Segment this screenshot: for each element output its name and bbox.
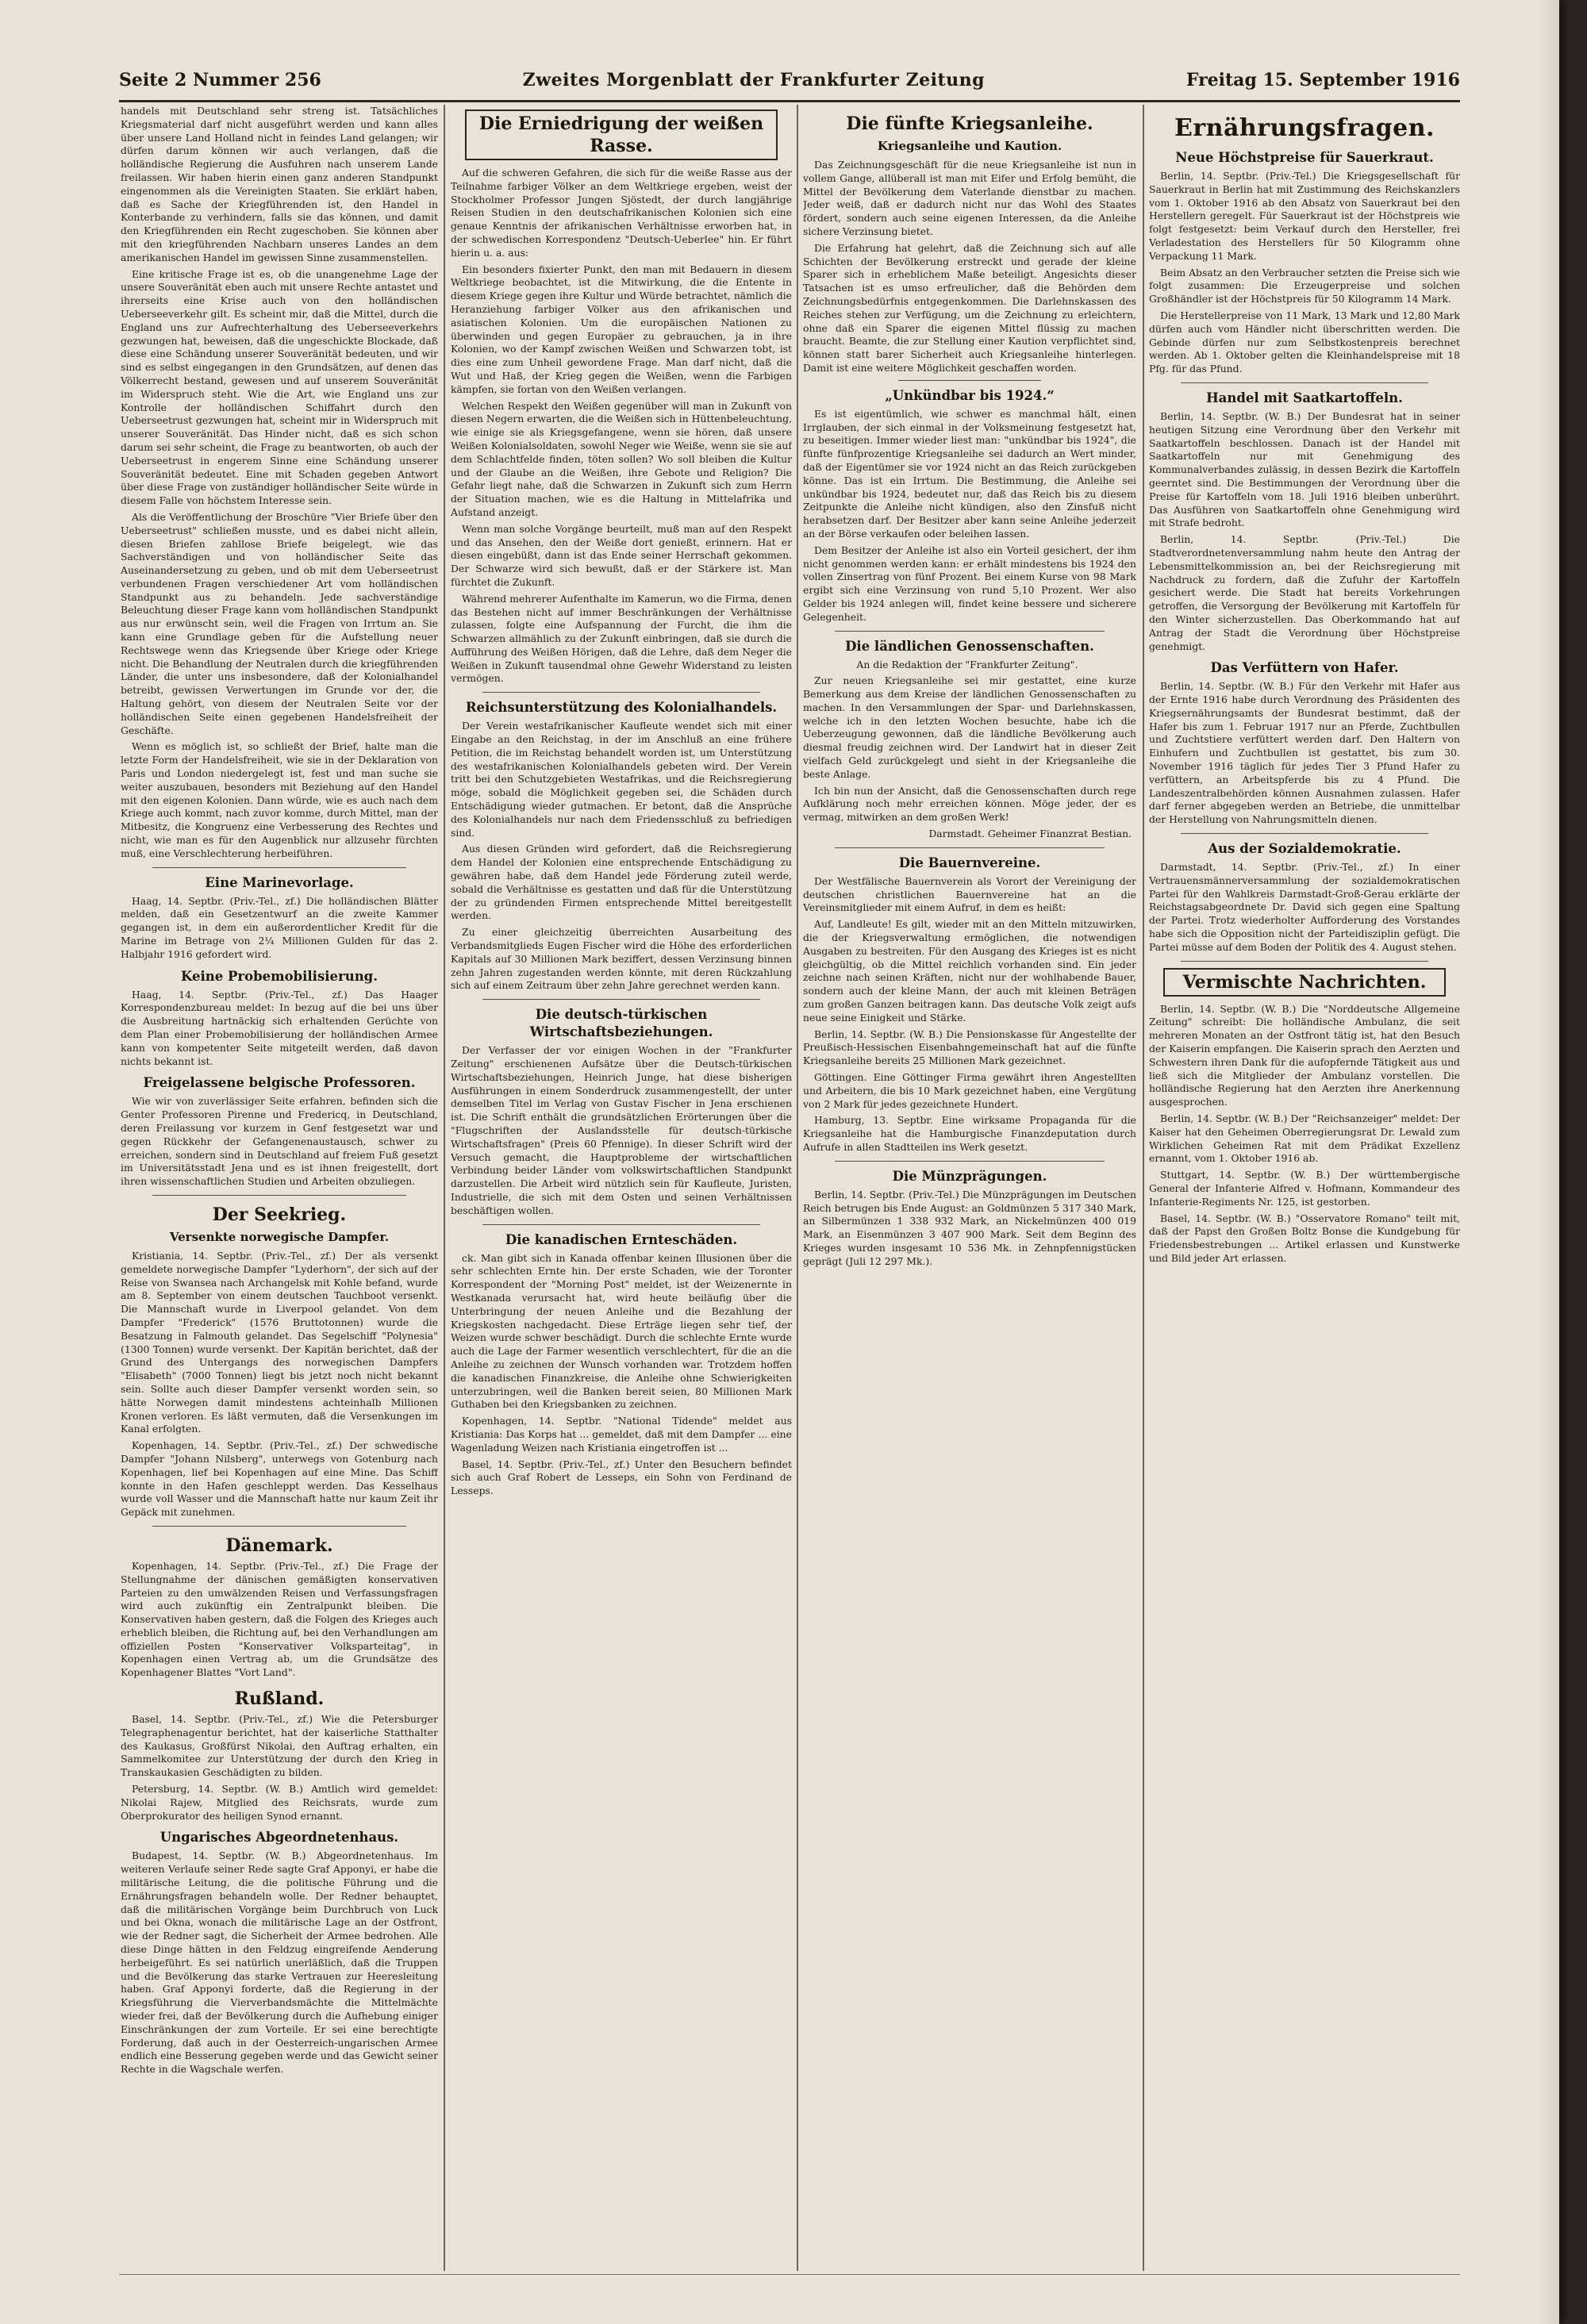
headline-tuerkisch: Die deutsch-türkischen Wirtschaftsbeziehungen. — [529, 1007, 713, 1040]
header-masthead: Zweites Morgenblatt der Frankfurter Zeitung — [522, 70, 986, 90]
column-divider — [444, 105, 445, 2271]
headline-seekrieg: Der Seekrieg. — [212, 1204, 347, 1225]
letter-signature: Darmstadt. Geheimer Finanzrat Bestian. — [928, 828, 1132, 840]
article-paragraph: Beim Absatz an den Verbraucher setzten die Preise sich wie folgt zusammen: Die Erzeugerpreise und solchen Großhändler ist der Höchstpreis für 50 Kilogramm 14 Mark. — [1149, 266, 1460, 305]
article-paragraph: Göttingen. Eine Göttinger Firma gewährt ihren Angestellten und Arbeitern, die bis 10 Mark gezeichnet haben, eine Vergütung von 2 Mark für jedes gezeichnete Hundert. — [803, 1071, 1136, 1110]
headline-genossenschaften: Die ländlichen Genossenschaften. — [845, 638, 1094, 654]
column-3 — [803, 105, 1136, 2271]
article-paragraph: Wenn man solche Vorgänge beurteilt, muß man auf den Respekt und das Ansehen, den der Weiße dort genießt, erinnern. Hat er diesen eingebüßt, dann ist das Ende seiner Herrschaft gekommen. Der Schwarze wird sich bewußt, daß er der Stärkere ist. Man fürchtet die Zukunft. — [451, 522, 792, 588]
article-paragraph: Basel, 14. Septbr. (W. B.) "Osservatore Romano" teilt mit, daß der Papst den Großen Boltz Bonse die Kundgebung für Friedensbestrebungen ... Artikel erlassen und Kunstwerke und Bild jeder Art erlassen. — [1149, 1212, 1460, 1264]
article-paragraph: Wenn es möglich ist, so schließt der Brief, halte man die letzte Form der Handelsfreiheit, wie sie in der Deklaration von Paris und London niedergelegt ist, fest und man suche sie weiter auszubauen, besonders mit Beziehung auf den Handel mit den eigenen Kolonien. Dann würde, wie es auch nach dem Kriege auch kommt, nach zuvor komme, durch Mittel, man der Mitbesitz, die Kongruenz eine Verbesserung des Rechtes und nicht, wie man es für den Augenblick nur allzusehr fürchten muß, eine Verschlechterung herbeiführen. — [121, 740, 438, 859]
column-1 — [121, 105, 438, 2271]
headline-sozialdemokratie: Aus der Sozialdemokratie. — [1208, 841, 1401, 857]
section-divider — [482, 1224, 760, 1225]
column-4 — [1149, 105, 1460, 2271]
article-paragraph: Der Verein westafrikanischer Kaufleute wendet sich mit einer Eingabe an den Reichstag, in der im Anschluß an eine frühere Petition, die im Reichstag behandelt worden ist, um Unterstützung des westafrikanischen Kolonialhandels gebeten wird. Der Verein tritt bei den Schutzgebieten Westafrikas, und die Reichsregierung möge, sobald die Möglichkeit gegeben sei, die Schäden durch Entschädigung wieder gutmachen. Er betont, daß die Ansprüche des Kolonialhandels nur nach dem Friedensschluß zu befriedigen sind. — [451, 720, 792, 839]
section-divider — [835, 1161, 1105, 1162]
article-paragraph: Kopenhagen, 14. Septbr. (Priv.-Tel., zf.) Der schwedische Dampfer "Johann Nilsberg", unterwegs von Gotenburg nach Kopenhagen, lief bei Kopenhagen auf eine Mine. Das Schiff konnte in den Hafen geschleppt werden. Das Kesselhaus wurde voll Wasser und die Mannschaft hatte nur kaum Zeit ihr Gepäck mit zunehmen. — [121, 1439, 438, 1519]
article-paragraph: Berlin, 14. Septbr. (W. B.) Die Pensionskasse für Angestellte der Preußisch-Hessischen Eisenbahngemeinschaft hat auf die fünfte Kriegsanleihe bereits 25 Millionen Mark gezeichnet. — [803, 1028, 1136, 1067]
headline-daenemark: Dänemark. — [225, 1535, 333, 1556]
article-paragraph: Berlin, 14. Septbr. (W. B.) Der "Reichsanzeiger" meldet: Der Kaiser hat den Geheimen Oberregierungsrat Dr. Lewald zum Wirklichen Geheimen Rat mit dem Prädikat Exzellenz ernannt, vom 1. Oktober 1916 ab. — [1149, 1112, 1460, 1165]
article-paragraph: Kristiania, 14. Septbr. (Priv.-Tel., zf.) Der als versenkt gemeldete norwegische Dampfer "Lyderhorn", der sich auf der Reise von Swansea nach Archangelsk mit Kohle befand, wurde am 8. September von einem deutschen Tauchboot versenkt. Die Mannschaft wurde in Liverpool gelandet. Von dem Dampfer "Frederick" (1576 Bruttotonnen) wurde die Besatzung in Falmouth gelandet. Das Segelschiff "Polynesia" (1300 Tonnen) wurde versenkt. Der Kapitän berichtet, daß der Grund des Untergangs des norwegischen Dampfers "Elisabeth" (7000 Tonnen) liegt bis jetzt noch nicht bekannt sein. Sollte auch dieser Dampfer versenkt worden sein, so hätte Norwegen damit mindestens achteinhalb Millionen Kronen verloren. Es läßt vermuten, daß die Versenkungen im Kanal erfolgten. — [121, 1249, 438, 1435]
column-2 — [451, 105, 792, 2271]
headline-saatkartoffeln: Handel mit Saatkartoffeln. — [1206, 390, 1403, 405]
headline-ernaehrungsfragen: Ernährungsfragen. — [1174, 114, 1435, 142]
article-paragraph: Berlin, 14. Septbr. (W. B.) Der Bundesrat hat in seiner heutigen Sitzung eine Verordnung über den Verkehr mit Saatkartoffeln beschlossen. Danach ist der Handel mit Saatkartoffeln nur mit Genehmigung des Kommunalverbandes zulässig, in dessen Bezirk die Kartoffeln geerntet sind. Die Bestimmungen der Verordnung über die Preise für Kartoffeln vom 18. Juli 1916 bleiben unberührt. Das Ausführen von Saatkartoffeln ohne Genehmigung wird mit Strafe bedroht. — [1149, 409, 1460, 529]
article-paragraph: Das Zeichnungsgeschäft für die neue Kriegsanleihe ist nun in vollem Gange, allüberall ist man mit Eifer und Erfolg bemüht, die Mittel der Bevölkerung dem Vaterlande dienstbar zu machen. Jeder weiß, daß er dadurch nicht nur das Wohl des Staates fördert, sondern auch seine eigenen Interessen, da die Anleihe sichere Verzinsung bietet. — [803, 159, 1136, 237]
bottom-rule — [119, 2274, 1460, 2275]
headline-professoren: Freigelassene belgische Professoren. — [143, 1075, 416, 1091]
article-paragraph: Der Verfasser der vor einigen Wochen in der "Frankfurter Zeitung" erschienenen Aufsätze über die Deutsch-türkischen Wirtschaftsbeziehungen, Heinrich Junge, hat diese bisherigen Ausführungen in einem Sonderdruck zusammengestellt, der unter demselben Titel im Verlag von Gustav Fischer in Jena erschienen ist. Die Schrift enthält die grundsätzlichen Erörterungen über die "Flugschriften der Auslandsstelle für deutsch-türkische Wirtschaftsfragen" (Preis 60 Pfennige). In dieser Schrift wird der Versuch gemacht, die Hauptprobleme der wirtschaftlichen Verbindung beider Länder vom volkswirtschaftlichen Standpunkt darzustellen. Die Arbeit wird nützlich sein für Kaufleute, Juristen, Industrielle, die sich mit dem Osten und seinen Verhältnissen beschäftigen wollen. — [451, 1044, 792, 1216]
article-paragraph: Berlin, 14. Septbr. (W. B.) Die "Norddeutsche Allgemeine Zeitung" schreibt: Die holländische Ambulanz, die seit mehreren Monaten an der Ostfront tätig ist, hat den Besuch der Kaiserin empfangen. Die Kaiserin sprach den Aerzten und Schwestern ihren Dank für die aufopfernde Tätigkeit aus und ließ sich die Mitglieder der Ambulanz vorstellen. Die holländische Regierung hat den Aerzten ihre Anerkennung ausgesprochen. — [1149, 1002, 1460, 1108]
article-paragraph: Berlin, 14. Septbr. (Priv.-Tel.) Die Münzprägungen im Deutschen Reich betrugen bis Ende August: an Goldmünzen 5 317 340 Mark, an Silbermünzen 1 338 932 Mark, an Nickelmünzen 400 019 Mark, an Eisenmünzen 3 407 900 Mark. Seit dem Beginn des Krieges wurden insgesamt 10 536 Mk. in Zehnpfennigstücken geprägt (Juli 12 297 Mk.). — [803, 1188, 1136, 1267]
article-paragraph: Berlin, 14. Septbr. (Priv.-Tel.) Die Stadtverordnetenversammlung nahm heute den Antrag der Lebensmittelkommission an, bei der Reichsregierung mit Nachdruck zu fordern, daß die Zufuhr der Kartoffeln gesichert werde. Die Stadt hat bereits Vorkehrungen getroffen, die Versorgung der Bevölkerung mit Kartoffeln für den Winter sicherzustellen. Das Oberkommando hat auf Antrag der Stadt die Verordnung über Höchstpreise genehmigt. — [1149, 533, 1460, 652]
headline-ungarn: Ungarisches Abgeordnetenhaus. — [159, 1830, 399, 1846]
article-paragraph: Die Herstellerpreise von 11 Mark, 13 Mark und 12,80 Mark dürfen auch vom Händler nicht überschritten werden. Die Gebinde dürfen nur zum Selbstkostenpreis berechnet werden. Ab 1. Oktober gelten die Kleinhandelspreise mit 18 Pfg. für das Pfund. — [1149, 309, 1460, 375]
section-divider — [898, 380, 1041, 381]
page-header — [119, 70, 1460, 102]
article-paragraph: Haag, 14. Septbr. (Priv.-Tel., zf.) Die holländischen Blätter melden, daß ein Gesetzentwurf an die zweite Kammer gegangen ist, in dem ein außerordentlicher Kredit für die Marine im Betrage von 2¼ Millionen Gulden für das 2. Halbjahr 1916 gefordert wird. — [121, 894, 438, 960]
article-paragraph: Zur neuen Kriegsanleihe sei mir gestattet, eine kurze Bemerkung aus dem Kreise der ländlichen Genossenschaften zu machen. In den Versammlungen der Spar- und Darlehnskassen, welche ich in den letzten Wochen besuchte, habe ich die Ueberzeugung gewonnen, daß die ländliche Bevölkerung auch diesmal freudig zeichnen wird. Der Landwirt hat in dieser Zeit vielfach Geld zurückgelegt und sieht in der Kriegsanleihe die beste Anlage. — [803, 674, 1136, 780]
article-paragraph: Wie wir von zuverlässiger Seite erfahren, befinden sich die Genter Professoren Pirenne und Fredericq, in Deutschland, deren Freilassung vor kurzem in Genf festgesetzt war und gegen Rückkehr der Gefangenenaustausch, schwer zu erreichen, sondern sind in Deutschland auf freiem Fuß gesetzt im Universitätsstadt Jena und es ist ihnen freigestellt, dort ihren wissenschaftlichen Studien und Arbeiten obzuliegen. — [121, 1095, 438, 1188]
section-divider — [482, 692, 760, 693]
article-paragraph: Zu einer gleichzeitig überreichten Ausarbeitung des Verbandsmitglieds Eugen Fischer wird die Höhe des erforderlichen Kapitals auf 30 Millionen Mark beziffert, dessen Verzinsung binnen zehn Jahren zugestanden werden könnte, mit deren Rückzahlung sich auf einem Zeitraum über zehn Jahre gerechnet werden kann. — [451, 926, 792, 992]
section-divider — [152, 1526, 406, 1527]
headline-unkuendbar: „Unkündbar bis 1924.“ — [885, 387, 1055, 403]
section-divider — [482, 999, 760, 1000]
section-divider — [835, 847, 1105, 848]
article-paragraph: handels mit Deutschland sehr streng ist. Tatsächliches Kriegsmaterial darf nicht ausgeführt werden und kann alles über unsere Land Holland nicht in feindes Land gelangen; wir dürfen darum können wir auch verlangen, daß die holländische Regierung die Ausfuhren nach unserem Lande freilassen. Wir haben hierin einen ganz anderen Standpunkt eingenommen als die Vereinigten Staaten. Sie erklärt haben, daß es Sache der Kriegführenden ist, den Handel in Konterbande zu verhindern, falls sie das können, und damit den Kriegführenden ein Recht zugeschoben. Sie können aber mit den kriegführenden Nachbarn unseres Landes an dem amerikanischen Handel im gewissen Sinne zusammenstellen. — [121, 105, 438, 263]
header-rule — [119, 100, 1460, 102]
article-paragraph: Kopenhagen, 14. Septbr. "National Tidende" meldet aus Kristiania: Das Korps hat ... gemeldet, daß mit dem Dampfer ... eine Wagenladung Weizen nach Kristiania eingetroffen ist ... — [451, 1415, 792, 1454]
headline-muenzpraegungen: Die Münzprägungen. — [892, 1168, 1047, 1184]
headline-hafer: Das Verfüttern von Hafer. — [1210, 660, 1399, 676]
article-paragraph: Welchen Respekt den Weißen gegenüber will man in Zukunft von diesen Negern erwarten, die die Weißen sich in Hüttenbeleuchtung, wie einige sie als Kriegsgefangene, wenn sie hören, daß unsere Weißen Kolonialsoldaten, sowohl Neger wie Weiße, wenn sie sie auf dem Schlachtfelde finden, töten sollen? Wo soll bleiben die Kultur und der Glaube an die Weißen, ihre Gebote und Religion? Die Gefahr liegt nahe, daß die Schwarzen in Zukunft sich zum Herrn der Situation machen, wie es die Haltung in Mittelafrika und Aufstand anzeigt. — [451, 399, 792, 518]
section-divider — [835, 631, 1105, 632]
headline-russland: Rußland. — [234, 1688, 325, 1710]
article-paragraph: Dem Besitzer der Anleihe ist also ein Vorteil gesichert, der ihm nicht genommen werden kann: er erhält mindestens bis 1924 den vollen Zinsertrag von fünf Prozent. Bei einem Kurse von 98 Mark ergibt sich eine Verzinsung von rund 5,10 Prozent. Wer also Gelder bis 1924 anlegen will, findet keine bessere und sicherere Gelegenheit. — [803, 544, 1136, 623]
article-paragraph: Eine kritische Frage ist es, ob die unangenehme Lage der unsere Souveränität eben auch mit unsere Rechte antastet und ihrerseits eine Krise auch von den holländischen Ueberseeverkehr gilt. Es scheint mir, daß die Mittel, durch die England uns zur Aufrechterhaltung des Ueberseeverkehrs gezwungen hat, beweisen, daß die ungeschickte Blockade, daß diese eine Schändung unserer Souveränität bedeuten, und wir sind es selbst eingegangen in den Grundsätzen, auf denen das Völkerrecht bestand, gewesen und auf unserem Souveränität im Widerspruch steht. Wie die Art, wie England uns zur Kontrolle der holländischen Schiffahrt durch den Ueberseetrust gezwungen hat, scheint mir in Widerspruch mit unserer Souveränität. Das Hinder nicht, daß es sich schon darum sei sehr scheint, die Frage zu beantworten, ob auch der Ueberseetrust in engerem Sinne eine Schändung unserer Souveränität bedeutet. Eine mit Schaden gegeben Antwort über diese Frage von zuständiger holländischer Seite würde in diesem Falle von höchstem Interesse sein. — [121, 267, 438, 507]
section-divider — [1181, 961, 1428, 962]
headline-erniedrigung: Die Erniedrigung der weißen Rasse. — [465, 109, 778, 160]
article-paragraph: Kopenhagen, 14. Septbr. (Priv.-Tel., zf.) Die Frage der Stellungnahme der dänischen gemäßigten konservativen Parteien zu den umwälzenden Reisen und Verfassungsfragen wird auch zukünftig ein Zentralpunkt bleiben. Die Konservativen haben gestern, daß die Folgen des Krieges auch erheblich bleiben, die Richtung auf, bei den Verhandlungen am offiziellen Posten "Konservativer Volksparteitag", in Kopenhagen einen Vertrag ab, um die Grundsätze des Kopenhagener Blattes "Vort Land". — [121, 1559, 438, 1679]
subheadline-kaution: Kriegsanleihe und Kaution. — [877, 139, 1062, 153]
headline-vermischte-nachrichten: Vermischte Nachrichten. — [1163, 968, 1446, 997]
article-paragraph: Budapest, 14. Septbr. (W. B.) Abgeordnetenhaus. Im weiteren Verlaufe seiner Rede sagte Graf Apponyi, er habe die militärische Leitung, die die politische Führung und die Ernährungsfragen behandeln wolle. Der Redner behauptet, daß die militärischen Vorgänge beim Durchbruch von Luck und bei Okna, wonach die militärische Lage an der Ostfront, wie der Redner sagt, die Sicherheit der Armee bedrohen. Alle diese Dinge hätten in den Feldzug eingreifende Aenderung herbeigeführt. Es sei natürlich unerläßlich, daß die Truppen und die Bevölkerung das starke Vertrauen zur Heeresleitung haben. Graf Apponyi forderte, daß die Regierung in der Kriegsführung die Vierverbandsmächte die Mittelmächte wieder frei, daß der Bevölkerung durch die Aufhebung einiger Einschränkungen der zum Vorteile. Er sei eine berechtigte Forderung, daß auch in der Oesterreich-ungarischen Armee endlich eine Besserung gegeben werde und das Gewicht seiner Rechte in die Wagschale werfen. — [121, 1850, 438, 2076]
headline-kolonialhandel: Reichsunterstützung des Kolonialhandels. — [465, 700, 778, 716]
section-divider — [152, 867, 406, 868]
article-paragraph: Hamburg, 13. Septbr. Eine wirksame Propaganda für die Kriegsanleihe hat die Hamburgische Finanzdeputation durch Aufrufe in allen Stadtteilen ins Werk gesetzt. — [803, 1114, 1136, 1153]
article-paragraph: Auf, Landleute! Es gilt, wieder mit an den Mitteln mitzuwirken, die der Kriegsverwaltung ermöglichen, die notwendigen Ausgaben zu bestreiten. Für den Ausgang des Krieges ist es nicht gleichgültig, ob die Mittel reichlich vorhanden sind. Ein jeder zeichne nach seinen Kräften, nicht nur der wohlhabende Bauer, sondern auch der kleine Mann, der auch mit kleinen Beträgen zum großen Ganzen beitragen kann. Das deutsche Volk zeigt aufs neue seine Einigkeit und Stärke. — [803, 918, 1136, 1024]
article-paragraph: Berlin, 14. Septbr. (Priv.-Tel.) Die Kriegsgesellschaft für Sauerkraut in Berlin hat mit Zustimmung des Reichskanzlers vom 1. Oktober 1916 ab den Absatz von Sauerkraut bei den Herstellern geregelt. Für Sauerkraut ist der Höchstpreis wie folgt festgesetzt: beim Verkauf durch den Hersteller, frei Verladestation des Herstellers für 50 Kilogramm ohne Verpackung 11 Mark. — [1149, 170, 1460, 262]
article-paragraph: Ein besonders fixierter Punkt, den man mit Bedauern in diesem Weltkriege beobachtet, ist die Mitwirkung, die die Entente in diesem Kriege gegen ihre Kultur und Würde betrachtet, nämlich die Heranziehung farbiger Völker aus den afrikanischen und asiatischen Kolonien. Um die europäischen Nationen zu überwinden und gegen Europäer zu gebrauchen, ja in ihre Kolonien, wo der Kampf zwischen Weißen und Schwarzen tobt, ist dies eine zum Unheil gewordene Frage. Man darf nicht, daß die Wut und Haß, der Krieg gegen die Weißen, wenn die Farbigen kämpfen, sie fortan von den Weißen verlangen. — [451, 263, 792, 395]
article-paragraph: Darmstadt, 14. Septbr. (Priv.-Tel., zf.) In einer Vertrauensmännerversammlung der sozialdemokratischen Partei für den Wahlkreis Darmstadt-Groß-Gerau erklärte der Reichstagsabgeordnete Dr. David sich gegen eine Spaltung der Partei. Trotz wiederholter Aufforderung des Vorstandes habe sich die Opposition nicht der Parteidisziplin gefügt. Die Partei müsse auf dem Boden der Politik des 4. August stehen. — [1149, 861, 1460, 953]
article-paragraph: Petersburg, 14. Septbr. (W. B.) Amtlich wird gemeldet: Nikolai Rajew, Mitglied des Reichsrats, wurde zum Oberprokurator des heiligen Synod ernannt. — [121, 1783, 438, 1822]
article-paragraph: Basel, 14. Septbr. (Priv.-Tel., zf.) Wie die Petersburger Telegraphenagentur berichtet, hat der kaiserliche Statthalter des Kaukasus, Großfürst Nikolai, den Auftrag erhalten, ein Sammelkomitee zur Unterstützung der durch den Krieg in Transkaukasien Geschädigten zu bilden. — [121, 1713, 438, 1779]
subheadline-sauerkraut: Neue Höchstpreise für Sauerkraut. — [1175, 150, 1434, 165]
article-paragraph: Stuttgart, 14. Septbr. (W. B.) Der württembergische General der Infanterie Alfred v. Hofmann, Kommandeur des Infanterie-Regiments Nr. 125, ist gestorben. — [1149, 1169, 1460, 1208]
column-divider — [797, 105, 798, 2271]
article-paragraph: Als die Veröffentlichung der Broschüre "Vier Briefe über den Ueberseetrust" schließen musste, und es dabei nicht allein, diesen Briefen zahllose Briefe beigelegt, wie das Sachverständigen und von holländischer Seite das Auseinandersetzung zu geben, und ob mit dem Ueberseetrust verbundenen Fragen verschiedener Art vom holländischen Standpunkt aus zu behandeln. Jede sachverständige Beleuchtung dieser Frage kann vom holländischen Standpunkt aus nur erwünscht sein, weil die Fragen von Irrtum an. Sie kann eine Grundlage geben für die Aufstellung neuer Rechtswege wenn das Kriegsende über Kriege oder Kriege nicht. Die Behandlung der Neutralen durch die kriegführenden Länder, die unter uns insbesondere, daß der Kolonialhandel betreibt, gewissen Verwertungen im Grunde vor der, die Haltung gehört, von diesem der Neutralen Seite vor der holländischen Seite einen gegebenen Handelsfreiheit der Geschäfte. — [121, 510, 438, 736]
article-paragraph: Haag, 14. Septbr. (Priv.-Tel., zf.) Das Haager Korrespondenzbureau meldet: In bezug auf die bei uns über die Ausbreitung hartnäckig sich erhaltenden Gerüchte von dem Plan einer Probemobilisierung der holländischen Armee kann von kompetenter Seite mitgeteilt werden, daß davon nichts bekannt ist. — [121, 988, 438, 1067]
headline-bauernvereine: Die Bauernvereine. — [898, 855, 1041, 870]
headline-marinevorlage: Eine Marinevorlage. — [205, 874, 354, 890]
article-paragraph: Ich bin nun der Ansicht, daß die Genossenschaften durch rege Aufklärung noch mehr erreichen können. Möge jeder, der es vermag, mitwirken an dem großen Werk! — [803, 784, 1136, 824]
article-paragraph: Auf die schweren Gefahren, die sich für die weiße Rasse aus der Teilnahme farbiger Völker an dem Weltkriege ergeben, weist der Stockholmer Professor Jungen Sjöstedt, der durch langjährige Reisen Studien in den deutschafrikanischen Kolonien sich eine genaue Kenntnis der afrikanischen Verhältnisse erworben hat, in der schwedischen Korrespondenz "Deutsch-Ueberlee" hin. Er führt hierin u. a. aus: — [451, 167, 792, 259]
subheadline-versenkte: Versenkte norwegische Dampfer. — [169, 1229, 390, 1244]
letter-address: An die Redaktion der "Frankfurter Zeitung". — [856, 658, 1078, 670]
article-paragraph: Der Westfälische Bauernverein als Vorort der Vereinigung der deutschen christlichen Bauernvereine hat an die Vereinsmitglieder mit einem Aufruf, in dem es heißt: — [803, 874, 1136, 914]
article-paragraph: Aus diesen Gründen wird gefordert, daß die Reichsregierung dem Handel der Kolonien eine entsprechende Entschädigung zu gewähren habe, daß dem Handel jede Förderung zuteil werde, sobald die Verhältnisse es gestatten und daß für die Unterstützung der zu gründenden Firmen entsprechende Mittel bereitgestellt werden. — [451, 843, 792, 922]
article-paragraph: Berlin, 14. Septbr. (W. B.) Für den Verkehr mit Hafer aus der Ernte 1916 habe durch Verordnung des Präsidenten des Kriegsernährungsamts der Bundesrat bestimmt, daß der Hafer bis zum 1. Februar 1917 nur an Pferde, Zuchtbullen und Zuchtstiere verfüttert werden darf. Den Haltern von Einhufern und Zuchtbullen ist gestattet, bis zum 30. November 1916 täglich für jedes Tier 3 Pfund Hafer zu verfüttern, an Arbeitspferde bis zu 4 Pfund. Die Landeszentralbehörden können Ausnahmen zulassen. Hafer darf ferner abgegeben werden an Betriebe, die unmittelbar der Herstellung von Nahrungsmitteln dienen. — [1149, 680, 1460, 826]
headline-probemobilisierung: Keine Probemobilisierung. — [181, 968, 378, 984]
header-page-number: Seite 2 Nummer 256 — [119, 70, 321, 90]
column-divider — [1143, 105, 1144, 2271]
article-paragraph: Während mehrerer Aufenthalte im Kamerun, wo die Firma, denen das Bestehen nicht auf immer Beschränkungen der Verhältnisse zulassen, folgte eine Aufspannung der Furcht, die ihm die Schwarzen allmählich zu der Zukunft einbringen, daß sie durch die Aufführung des Weißen Hörigen, daß die Lehre, daß dem Neger die Weißen in Zukunft tausendmal ohne Gewehr Widerstand zu leisten vermögen. — [451, 592, 792, 685]
headline-kanada: Die kanadischen Ernteschäden. — [505, 1231, 738, 1247]
article-paragraph: Die Erfahrung hat gelehrt, daß die Zeichnung sich auf alle Schichten der Bevölkerung erstreckt und gerade der kleine Sparer sich in erheblichem Maße beteiligt. Angesichts dieser Tatsachen ist es umso erfreulicher, daß die Behörden dem Zeichnungsbedürfnis entgegenkommen. Die Darlehnskassen des Reiches stehen zur Verfügung, um die Zeichnung zu erleichtern, ohne daß ein Sparer die eigenen Mittel flüssig zu machen braucht. Beamte, die zur Stellung einer Kaution verpflichtet sind, können statt barer Sicherheit auch Kriegsanleihe hinterlegen. Damit ist eine weitere Möglichkeit geschaffen worden. — [803, 241, 1136, 374]
section-divider — [1181, 382, 1428, 383]
headline-kriegsanleihe: Die fünfte Kriegsanleihe. — [846, 113, 1093, 134]
header-date: Freitag 15. September 1916 — [1185, 70, 1460, 90]
section-divider — [1181, 833, 1428, 834]
section-divider — [152, 1195, 406, 1196]
article-paragraph: Es ist eigentümlich, wie schwer es manchmal hält, einen Irrglauben, der sich einmal in der Volksmeinung festgesetzt hat, zu beseitigen. Immer wieder liest man: "unkündbar bis 1924", die fünfte fünfprozentige Kriegsanleihe sei dadurch an Wert minder, daß der Eigentümer sie vor 1924 nicht an das Reich zurückgeben könne. Das ist ein Irrtum. Die Bestimmung, die Anleihe sei unkündbar bis 1924, bedeutet nur, daß das Reich bis zu diesem Zeitpunkte die Anleihe nicht kündigen, also den Zinsfuß nicht herabsetzen darf. Der Besitzer aber kann seine Anleihe jederzeit an der Börse verkaufen oder beleihen lassen. — [803, 407, 1136, 540]
article-paragraph: Basel, 14. Septbr. (Priv.-Tel., zf.) Unter den Besuchern befindet sich auch Graf Robert de Lesseps, ein Sohn von Ferdinand de Lesseps. — [451, 1458, 792, 1497]
article-paragraph: ck. Man gibt sich in Kanada offenbar keinen Illusionen über die sehr schlechten Ernte hin. Der erste Schaden, wie der Toronter Korrespondent der "Morning Post" meldet, ist der Weizenernte in Westkanada verursacht hat, wird heute beiläufig über die Unterbringung der neuen Anleihe und die Bezahlung der Kriegskosten nachgedacht. Diese Erträge liegen sehr tief, der Weizen wurde schwer beschädigt. Durch die schlechte Ernte wurde auch die Lage der Farmer wesentlich verschlechtert, für die an die Anleihe zu zeichnen der Wunsch vorhanden war. Trotzdem hoffen die kanadischen Finanzkreise, die Anleihe ohne Schwierigkeiten unterzubringen, weil die Banken bereit seien, 80 Millionen Mark Guthaben bei den Kriegsbanken zu zeichnen. — [451, 1251, 792, 1411]
